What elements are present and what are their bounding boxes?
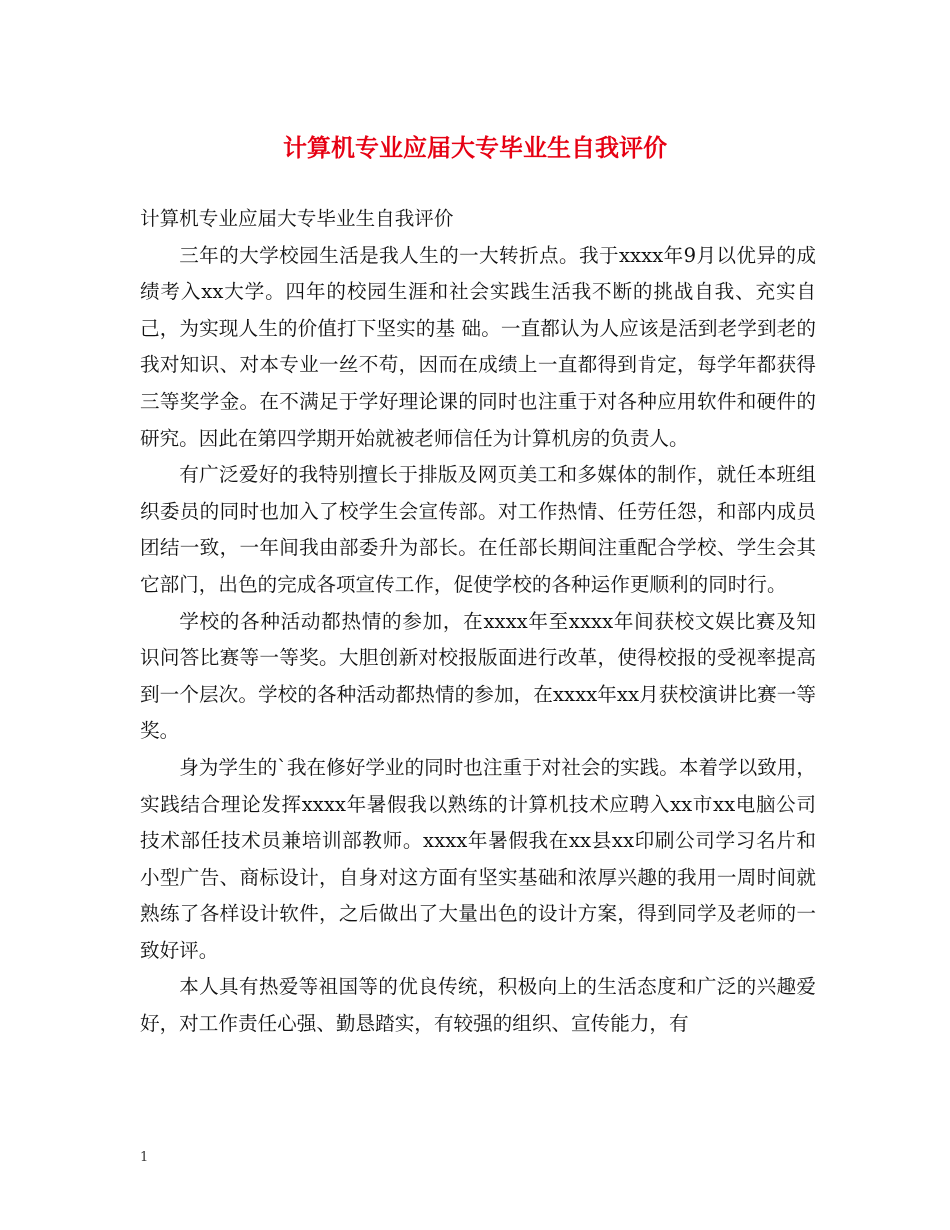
paragraph-3: 学校的各种活动都热情的参加，在xxxx年至xxxx年间获校文娱比赛及知识问答比赛等一等奖。大胆创新对校报版面进行改革，使得校报的受视率提高到一个层次。学校的各种活动都热情的参加，在xxxx年xx月获校演讲比赛一等奖。 [140,609,816,743]
document-subtitle: 计算机专业应届大专毕业生自我评价 [140,207,454,230]
document-title: 计算机专业应届大专毕业生自我评价 [283,134,667,162]
paragraph-2: 有广泛爱好的我特别擅长于排版及网页美工和多媒体的制作，就任本班组织委员的同时也加入了校学生会宣传部。对工作热情、任劳任怨，和部内成员团结一致，一年间我由部委升为部长。在任部长期间注重配合学校、学生会其它部门，出色的完成各项宣传工作，促使学校的各种运作更顺利的同时行。 [140,463,816,596]
page-number: 1 [140,1150,149,1165]
paragraph-1: 三年的大学校园生活是我人生的一大转折点。我于xxxx年9月以优异的成绩考入xx大学。四年的校园生涯和社会实践生活我不断的挑战自我、充实自己，为实现人生的价值打下坚实的基 础。一直都认为人应该是活到老学到老的我对知识、对本专业一丝不苟，因而在成绩上一直都得到肯定，每学年都获得三等奖学金。在不满足于学好理论课的同时也注重于对各种应用软件和硬件的研究。因此在第四学期开始就被老师信任为计算机房的负责人。 [140,243,816,450]
paragraph-4: 身为学生的`我在修好学业的同时也注重于对社会的实践。本着学以致用，实践结合理论发挥xxxx年暑假我以熟练的计算机技术应聘入xx市xx电脑公司技术部任技术员兼培训部教师。xxxx年暑假我在xx县xx印刷公司学习名片和小型广告、商标设计，自身对这方面有坚实基础和浓厚兴趣的我用一周时间就熟练了各样设计软件，之后做出了大量出色的设计方案，得到同学及老师的一致好评。 [140,755,816,962]
document-body [140,201,816,1043]
paragraph-5: 本人具有热爱等祖国等的优良传统，积极向上的生活态度和广泛的兴趣爱好，对工作责任心强、勤恳踏实，有较强的组织、宣传能力，有 [140,975,816,1036]
